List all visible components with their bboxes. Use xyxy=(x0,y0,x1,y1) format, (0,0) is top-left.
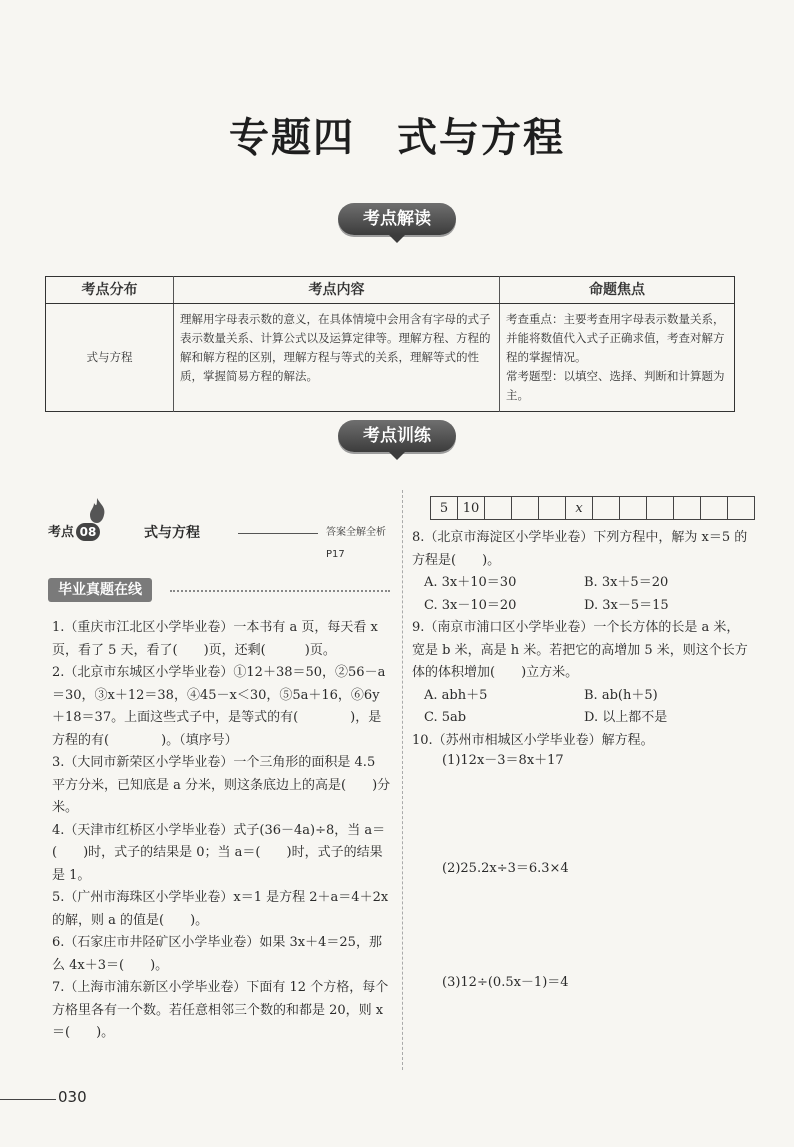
answer-reference: 答案全解全析 P17 xyxy=(326,527,386,560)
question-4: 4.（天津市红桥区小学毕业卷）式子(36－4a)÷8，当 a＝( )时，式子的结果是 0；当 a＝( )时，式子的结果是 1。 xyxy=(52,822,386,883)
table-focus xyxy=(500,304,735,412)
question-9-option-b: B. ab(h＋5) xyxy=(584,687,658,703)
column-divider xyxy=(402,490,403,1070)
question-10-part-3: (3)12÷(0.5x－1)＝4 xyxy=(442,975,569,990)
question-9-option-d: D. 以上都不是 xyxy=(584,710,668,725)
question-10-part-1: (1)12x－3＝8x＋17 xyxy=(442,753,564,768)
question-9-options-row-2 xyxy=(412,707,752,730)
exam-tag-rule xyxy=(170,590,390,592)
question-10-stem: 10.（苏州市相城区小学毕业卷）解方程。 xyxy=(412,732,654,748)
question-9-option-c: C. 5ab xyxy=(424,710,467,725)
number-grid xyxy=(430,496,755,520)
table-header-distribution: 考点分布 xyxy=(46,277,174,304)
question-6: 6.（石家庄市井陉矿区小学毕业卷）如果 3x＋4＝25，那么 4x＋3＝( )。 xyxy=(52,935,382,973)
analysis-table xyxy=(45,276,735,412)
question-5: 5.（广州市海珠区小学毕业卷）x＝1 是方程 2＋a＝4＋2x 的解，则 a 的值是( )。 xyxy=(52,890,389,928)
grid-cell xyxy=(512,497,539,520)
question-8-option-c: C. 3x－10＝20 xyxy=(424,597,517,613)
exam-tag: 毕业真题在线 xyxy=(48,578,152,602)
question-1: 1.（重庆市江北区小学毕业卷）一本书有 a 页，每天看 x 页，看了 5 天，看了( )页，还剩( )页。 xyxy=(52,620,378,658)
question-7: 7.（上海市浦东新区小学毕业卷）下面有 12 个方格，每个方格里各有一个数。若任意相邻三个数的和都是 20，则 x＝( )。 xyxy=(52,980,389,1040)
section-title: 式与方程 xyxy=(144,525,200,541)
question-10-part-2: (2)25.2x÷3＝6.3×4 xyxy=(442,861,569,876)
grid-cell xyxy=(674,497,701,520)
grid-cell xyxy=(485,497,512,520)
section-badge xyxy=(48,522,102,544)
question-2: 2.（北京市东城区小学毕业卷）①12＋38＝50，②56－a＝30，③x＋12＝38，④45－x＜30，⑤5a＋16，⑥6y＋18＝37。上面这些式子中，是等式的有( )，是方程的有( )。（填序号） xyxy=(52,665,386,748)
page-title: 专题四 式与方程 xyxy=(229,115,565,161)
flame-icon xyxy=(86,498,108,524)
table-header-focus: 命题焦点 xyxy=(500,277,735,304)
banner-analysis: 考点解读 xyxy=(338,203,456,235)
question-9-option-a: A. abh＋5 xyxy=(424,687,488,703)
table-focus-key: 考查重点：主要考查用字母表示数量关系，并能将数值代入式子正确求值，考查对解方程的掌握情况。 xyxy=(506,312,725,364)
grid-cell xyxy=(539,497,566,520)
question-3: 3.（大同市新荣区小学毕业卷）一个三角形的面积是 4.5 平方分米，已知底是 a 分米，则这条底边上的高是( )分米。 xyxy=(52,755,391,815)
questions-left xyxy=(52,617,392,1045)
table-content: 理解用字母表示数的意义，在具体情境中会用含有字母的式子表示数量关系、计算公式以及运算定律等。理解方程、方程的解和解方程的区别，理解方程与等式的关系，理解等式的性质，掌握简易方程的解法。 xyxy=(174,304,500,412)
question-8-stem: 8.（北京市海淀区小学毕业卷）下列方程中，解为 x＝5 的方程是( )。 xyxy=(412,530,748,568)
page-number: 030 xyxy=(58,1088,87,1106)
grid-cell: x xyxy=(566,497,593,520)
grid-cell xyxy=(620,497,647,520)
table-header-content: 考点内容 xyxy=(174,277,500,304)
question-8-option-b: B. 3x＋5＝20 xyxy=(584,575,669,590)
section-badge-prefix: 考点 xyxy=(48,525,75,540)
question-8-option-d: D. 3x－5＝15 xyxy=(584,597,669,613)
section-number: 08 xyxy=(76,523,100,541)
question-8-options-row-2 xyxy=(412,595,752,618)
grid-cell xyxy=(701,497,728,520)
grid-cell xyxy=(728,497,755,520)
question-8-option-a: A. 3x＋10＝30 xyxy=(424,575,517,590)
grid-cell xyxy=(593,497,620,520)
table-topic: 式与方程 xyxy=(46,304,174,412)
question-9-stem: 9.（南京市浦口区小学毕业卷）一个长方体的长是 a 米，宽是 b 米，高是 h 米。若把它的高增加 5 米，则这个长方体的体积增加( )立方米。 xyxy=(412,620,748,680)
question-8 xyxy=(412,527,752,752)
question-9-options-row-1 xyxy=(412,685,752,708)
section-rule xyxy=(238,533,318,534)
table-focus-type: 常考题型：以填空、选择、判断和计算题为主。 xyxy=(506,369,725,402)
section-header xyxy=(48,522,396,560)
grid-cell: 5 xyxy=(431,497,458,520)
page-number-rule xyxy=(0,1099,56,1100)
question-8-options-row-1 xyxy=(412,572,752,595)
grid-cell xyxy=(647,497,674,520)
banner-training: 考点训练 xyxy=(338,420,456,452)
grid-cell: 10 xyxy=(458,497,485,520)
